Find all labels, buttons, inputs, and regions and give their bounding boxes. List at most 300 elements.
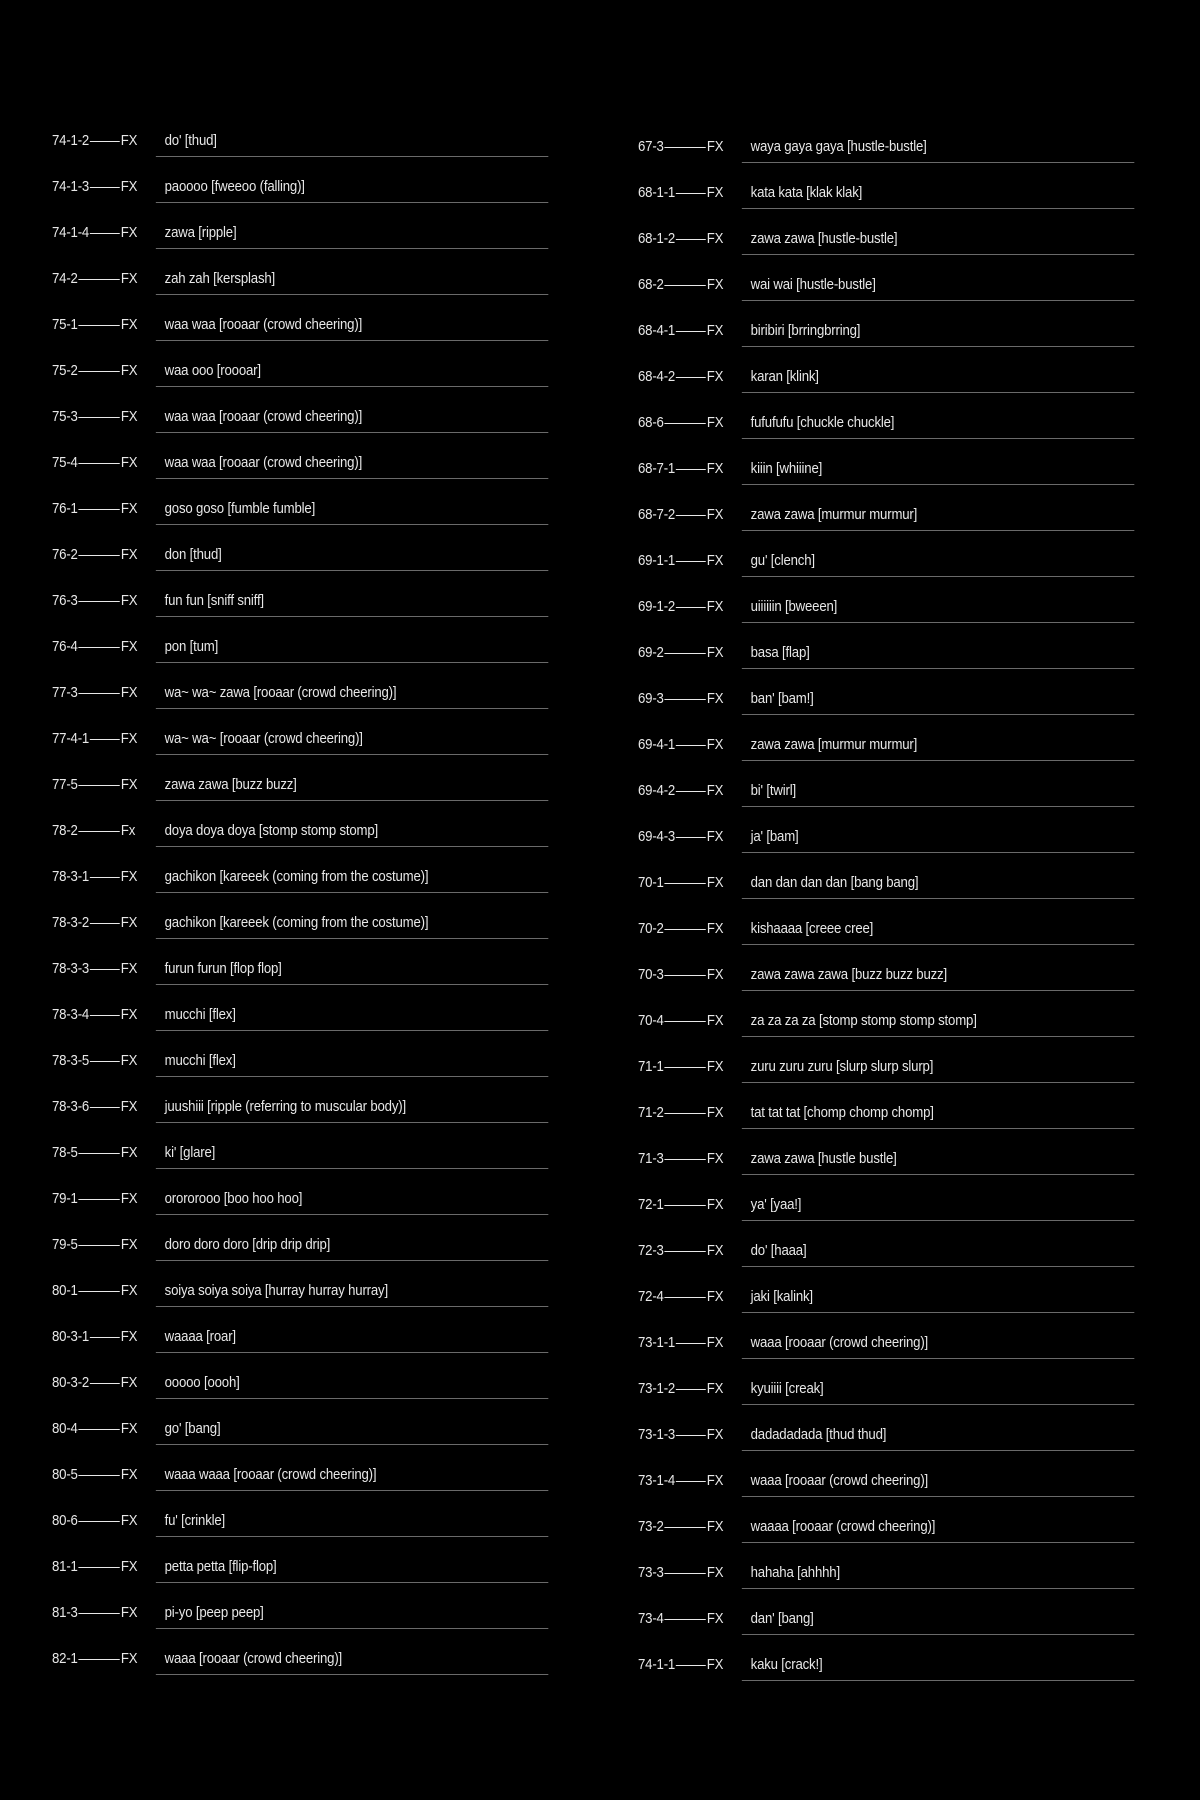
fx-entry xyxy=(52,546,552,592)
leader-dash xyxy=(676,469,706,470)
underline-rule xyxy=(742,1496,1134,1497)
fx-entry xyxy=(638,1012,1138,1058)
fx-label: FX xyxy=(706,460,724,477)
fx-label: FX xyxy=(706,1196,724,1213)
leader-dash xyxy=(676,193,706,194)
page-panel-ref: 69-4-2 xyxy=(638,782,676,799)
fx-entry xyxy=(638,460,1138,506)
leader-dash xyxy=(79,1429,120,1430)
fx-translation: kyuiiii [creak] xyxy=(750,1380,824,1397)
fx-entry xyxy=(638,598,1138,644)
fx-label: FX xyxy=(706,1472,724,1489)
leader-dash xyxy=(79,647,120,648)
page-panel-ref: 77-3 xyxy=(52,684,78,701)
leader-dash xyxy=(90,233,120,234)
leader-dash xyxy=(79,785,120,786)
underline-rule xyxy=(156,432,548,433)
fx-translation: wai wai [hustle-bustle] xyxy=(750,276,876,293)
fx-entry xyxy=(638,736,1138,782)
fx-translation: waa waa [rooaar (crowd cheering)] xyxy=(164,454,363,471)
fx-translation: kata kata [klak klak] xyxy=(750,184,863,201)
leader-dash xyxy=(665,1205,706,1206)
fx-label: FX xyxy=(120,1098,138,1115)
page-panel-ref: 69-4-3 xyxy=(638,828,676,845)
underline-rule xyxy=(156,1030,548,1031)
page-panel-ref: 73-1-4 xyxy=(638,1472,676,1489)
fx-translation: ooooo [oooh] xyxy=(164,1374,240,1391)
fx-label: FX xyxy=(120,1466,138,1483)
fx-entry xyxy=(52,270,552,316)
page-panel-ref: 78-3-6 xyxy=(52,1098,90,1115)
page-panel-ref: 78-2 xyxy=(52,822,78,839)
fx-entry xyxy=(52,1558,552,1604)
fx-translation: waa ooo [roooar] xyxy=(164,362,261,379)
leader-dash xyxy=(665,1021,706,1022)
fx-translation: basa [flap] xyxy=(750,644,810,661)
fx-label: FX xyxy=(706,1104,724,1121)
underline-rule xyxy=(156,662,548,663)
underline-rule xyxy=(156,1444,548,1445)
fx-label: Fx xyxy=(120,822,136,839)
fx-translation: zawa zawa [buzz buzz] xyxy=(164,776,297,793)
fx-translation: furun furun [flop flop] xyxy=(164,960,282,977)
fx-translation: kishaaaa [creee cree] xyxy=(750,920,874,937)
underline-rule xyxy=(156,708,548,709)
underline-rule xyxy=(742,1128,1134,1129)
underline-rule xyxy=(156,1674,548,1675)
underline-rule xyxy=(742,1588,1134,1589)
underline-rule xyxy=(156,570,548,571)
fx-label: FX xyxy=(706,1012,724,1029)
fx-entry xyxy=(638,966,1138,1012)
fx-entry xyxy=(638,1656,1138,1702)
underline-rule xyxy=(742,1174,1134,1175)
fx-entry xyxy=(638,1518,1138,1564)
fx-label: FX xyxy=(120,1052,138,1069)
page-panel-ref: 76-1 xyxy=(52,500,78,517)
underline-rule xyxy=(156,1260,548,1261)
fx-translation: biribiri [brringbrring] xyxy=(750,322,861,339)
leader-dash xyxy=(90,187,120,188)
fx-label: FX xyxy=(706,874,724,891)
fx-entry xyxy=(638,184,1138,230)
leader-dash xyxy=(676,607,706,608)
fx-entry xyxy=(638,828,1138,874)
underline-rule xyxy=(742,1634,1134,1635)
fx-entry xyxy=(638,644,1138,690)
leader-dash xyxy=(665,1573,706,1574)
fx-label: FX xyxy=(706,1058,724,1075)
leader-dash xyxy=(79,555,120,556)
leader-dash xyxy=(676,1435,706,1436)
fx-translation: waa waa [rooaar (crowd cheering)] xyxy=(164,316,363,333)
page-panel-ref: 80-5 xyxy=(52,1466,78,1483)
leader-dash xyxy=(665,1159,706,1160)
leader-dash xyxy=(79,1613,120,1614)
fx-translation: juushiii [ripple (referring to muscular body)] xyxy=(164,1098,406,1115)
leader-dash xyxy=(79,693,120,694)
fx-entry xyxy=(52,684,552,730)
fx-label: FX xyxy=(120,362,138,379)
leader-dash xyxy=(676,1665,706,1666)
fx-label: FX xyxy=(706,184,724,201)
fx-translation: gachikon [kareeek (coming from the costume)] xyxy=(164,914,429,931)
fx-translation: hahaha [ahhhh] xyxy=(750,1564,840,1581)
fx-translation: waaa waaa [rooaar (crowd cheering)] xyxy=(164,1466,377,1483)
fx-label: FX xyxy=(120,730,138,747)
fx-label: FX xyxy=(706,828,724,845)
page-panel-ref: 80-3-1 xyxy=(52,1328,90,1345)
fx-label: FX xyxy=(706,1426,724,1443)
page-panel-ref: 74-1-2 xyxy=(52,132,90,149)
underline-rule xyxy=(156,156,548,157)
page-panel-ref: 77-5 xyxy=(52,776,78,793)
fx-translation: zah zah [kersplash] xyxy=(164,270,276,287)
fx-label: FX xyxy=(120,500,138,517)
fx-label: FX xyxy=(706,138,724,155)
fx-entry xyxy=(638,552,1138,598)
fx-translation: dan' [bang] xyxy=(750,1610,814,1627)
fx-entry xyxy=(52,224,552,270)
page-panel-ref: 71-3 xyxy=(638,1150,664,1167)
underline-rule xyxy=(742,162,1134,163)
underline-rule xyxy=(742,1680,1134,1681)
page-panel-ref: 76-2 xyxy=(52,546,78,563)
fx-label: FX xyxy=(120,1236,138,1253)
underline-rule xyxy=(156,340,548,341)
fx-entry xyxy=(52,316,552,362)
underline-rule xyxy=(156,1490,548,1491)
underline-rule xyxy=(156,248,548,249)
fx-translation: pi-yo [peep peep] xyxy=(164,1604,264,1621)
leader-dash xyxy=(676,515,706,516)
fx-translation: zawa zawa [hustle-bustle] xyxy=(750,230,898,247)
page-panel-ref: 74-1-1 xyxy=(638,1656,676,1673)
fx-label: FX xyxy=(120,1282,138,1299)
leader-dash xyxy=(676,837,706,838)
page-panel-ref: 69-2 xyxy=(638,644,664,661)
leader-dash xyxy=(90,969,120,970)
page-panel-ref: 74-1-4 xyxy=(52,224,90,241)
page-panel-ref: 78-5 xyxy=(52,1144,78,1161)
page-panel-ref: 74-2 xyxy=(52,270,78,287)
leader-dash xyxy=(90,923,120,924)
page-panel-ref: 68-2 xyxy=(638,276,664,293)
fx-entry xyxy=(638,368,1138,414)
page-panel-ref: 75-1 xyxy=(52,316,78,333)
page-panel-ref: 79-5 xyxy=(52,1236,78,1253)
page-panel-ref: 68-1-2 xyxy=(638,230,676,247)
leader-dash xyxy=(665,1113,706,1114)
fx-translation: fun fun [sniff sniff] xyxy=(164,592,264,609)
fx-label: FX xyxy=(120,868,138,885)
fx-label: FX xyxy=(706,920,724,937)
underline-rule xyxy=(742,300,1134,301)
page-panel-ref: 73-1-2 xyxy=(638,1380,676,1397)
page-panel-ref: 75-3 xyxy=(52,408,78,425)
underline-rule xyxy=(156,202,548,203)
leader-dash xyxy=(90,1383,120,1384)
fx-label: FX xyxy=(706,690,724,707)
underline-rule xyxy=(742,990,1134,991)
page-panel-ref: 70-3 xyxy=(638,966,664,983)
leader-dash xyxy=(79,325,120,326)
fx-entry xyxy=(638,1564,1138,1610)
fx-translation: waaaa [rooaar (crowd cheering)] xyxy=(750,1518,936,1535)
fx-label: FX xyxy=(120,316,138,333)
fx-translation: gu' [clench] xyxy=(750,552,815,569)
fx-entry xyxy=(52,1098,552,1144)
leader-dash xyxy=(90,877,120,878)
leader-dash xyxy=(676,377,706,378)
page-panel-ref: 70-2 xyxy=(638,920,664,937)
fx-translation: doya doya doya [stomp stomp stomp] xyxy=(164,822,379,839)
fx-entry xyxy=(638,920,1138,966)
fx-entry xyxy=(638,690,1138,736)
page-panel-ref: 71-1 xyxy=(638,1058,664,1075)
underline-rule xyxy=(156,386,548,387)
page-panel-ref: 78-3-1 xyxy=(52,868,90,885)
fx-translation: kaku [crack!] xyxy=(750,1656,823,1673)
fx-entry xyxy=(52,960,552,1006)
fx-entry xyxy=(52,1006,552,1052)
fx-label: FX xyxy=(120,1328,138,1345)
fx-entry xyxy=(52,1466,552,1512)
fx-entry xyxy=(638,1334,1138,1380)
page-panel-ref: 73-2 xyxy=(638,1518,664,1535)
fx-translation: waa waa [rooaar (crowd cheering)] xyxy=(164,408,363,425)
fx-entry xyxy=(638,1242,1138,1288)
underline-rule xyxy=(742,1220,1134,1221)
underline-rule xyxy=(742,1450,1134,1451)
fx-label: FX xyxy=(120,132,138,149)
page-panel-ref: 69-1-1 xyxy=(638,552,676,569)
fx-entry xyxy=(52,1650,552,1696)
fx-translation: fu' [crinkle] xyxy=(164,1512,226,1529)
page-panel-ref: 69-1-2 xyxy=(638,598,676,615)
page-panel-ref: 73-3 xyxy=(638,1564,664,1581)
fx-translation: fufufufu [chuckle chuckle] xyxy=(750,414,895,431)
fx-entry xyxy=(638,874,1138,920)
leader-dash xyxy=(79,279,120,280)
fx-translation: waaa [rooaar (crowd cheering)] xyxy=(750,1334,929,1351)
fx-entry xyxy=(638,1426,1138,1472)
page-panel-ref: 74-1-3 xyxy=(52,178,90,195)
fx-label: FX xyxy=(120,454,138,471)
leader-dash xyxy=(665,1297,706,1298)
fx-label: FX xyxy=(120,1374,138,1391)
fx-entry xyxy=(52,362,552,408)
fx-translation: don [thud] xyxy=(164,546,222,563)
underline-rule xyxy=(742,1266,1134,1267)
fx-label: FX xyxy=(120,1420,138,1437)
fx-translation: mucchi [flex] xyxy=(164,1006,236,1023)
fx-label: FX xyxy=(706,1656,724,1673)
fx-translation: petta petta [flip-flop] xyxy=(164,1558,277,1575)
fx-entry xyxy=(52,776,552,822)
fx-translation: tat tat tat [chomp chomp chomp] xyxy=(750,1104,934,1121)
page-panel-ref: 80-4 xyxy=(52,1420,78,1437)
fx-label: FX xyxy=(706,1242,724,1259)
fx-translation: zawa zawa [murmur murmur] xyxy=(750,506,918,523)
underline-rule xyxy=(742,852,1134,853)
leader-dash xyxy=(665,975,706,976)
leader-dash xyxy=(79,463,120,464)
underline-rule xyxy=(156,1214,548,1215)
underline-rule xyxy=(742,1542,1134,1543)
fx-translation: kiiin [whiiine] xyxy=(750,460,823,477)
underline-rule xyxy=(742,530,1134,531)
fx-label: FX xyxy=(120,1558,138,1575)
fx-entry xyxy=(52,1374,552,1420)
fx-translation: ya' [yaa!] xyxy=(750,1196,802,1213)
fx-translation: gachikon [kareeek (coming from the costume)] xyxy=(164,868,429,885)
fx-label: FX xyxy=(706,552,724,569)
fx-entry xyxy=(638,1288,1138,1334)
page-panel-ref: 70-4 xyxy=(638,1012,664,1029)
page-panel-ref: 68-6 xyxy=(638,414,664,431)
fx-entry xyxy=(52,638,552,684)
leader-dash xyxy=(665,929,706,930)
leader-dash xyxy=(665,285,706,286)
underline-rule xyxy=(742,1082,1134,1083)
fx-entry xyxy=(52,1144,552,1190)
underline-rule xyxy=(156,846,548,847)
page-panel-ref: 79-1 xyxy=(52,1190,78,1207)
page-panel-ref: 80-3-2 xyxy=(52,1374,90,1391)
fx-entry xyxy=(638,276,1138,322)
leader-dash xyxy=(79,509,120,510)
fx-label: FX xyxy=(706,598,724,615)
fx-entry xyxy=(52,178,552,224)
underline-rule xyxy=(156,478,548,479)
underline-rule xyxy=(156,616,548,617)
fx-entry xyxy=(638,782,1138,828)
fx-label: FX xyxy=(120,638,138,655)
underline-rule xyxy=(742,1404,1134,1405)
leader-dash xyxy=(90,1061,120,1062)
fx-translation: jaki [kalink] xyxy=(750,1288,813,1305)
fx-translation: zawa zawa [murmur murmur] xyxy=(750,736,918,753)
underline-rule xyxy=(742,944,1134,945)
page-panel-ref: 68-7-2 xyxy=(638,506,676,523)
leader-dash xyxy=(79,831,120,832)
fx-entry xyxy=(52,1604,552,1650)
page-panel-ref: 80-6 xyxy=(52,1512,78,1529)
page-panel-ref: 82-1 xyxy=(52,1650,78,1667)
fx-translation: zawa [ripple] xyxy=(164,224,237,241)
page-panel-ref: 80-1 xyxy=(52,1282,78,1299)
leader-dash xyxy=(90,1015,120,1016)
leader-dash xyxy=(90,739,120,740)
fx-label: FX xyxy=(706,414,724,431)
fx-entry xyxy=(52,1190,552,1236)
fx-translation: zawa zawa [hustle bustle] xyxy=(750,1150,897,1167)
fx-label: FX xyxy=(706,1288,724,1305)
underline-rule xyxy=(742,346,1134,347)
page-panel-ref: 75-4 xyxy=(52,454,78,471)
underline-rule xyxy=(156,1076,548,1077)
leader-dash xyxy=(79,1199,120,1200)
fx-label: FX xyxy=(120,178,138,195)
leader-dash xyxy=(676,745,706,746)
fx-entry xyxy=(52,914,552,960)
underline-rule xyxy=(742,392,1134,393)
page-panel-ref: 78-3-3 xyxy=(52,960,90,977)
fx-entry xyxy=(638,1058,1138,1104)
fx-label: FX xyxy=(120,592,138,609)
underline-rule xyxy=(742,1358,1134,1359)
leader-dash xyxy=(79,1153,120,1154)
fx-translation: doro doro doro [drip drip drip] xyxy=(164,1236,331,1253)
fx-translation: ki' [glare] xyxy=(164,1144,216,1161)
leader-dash xyxy=(90,141,120,142)
leader-dash xyxy=(665,653,706,654)
leader-dash xyxy=(665,883,706,884)
fx-entry xyxy=(638,1196,1138,1242)
fx-translation: waaaa [roar] xyxy=(164,1328,236,1345)
fx-entry xyxy=(52,868,552,914)
underline-rule xyxy=(156,800,548,801)
fx-entry xyxy=(52,500,552,546)
fx-label: FX xyxy=(706,1518,724,1535)
fx-translation: do' [thud] xyxy=(164,132,217,149)
fx-translation: zuru zuru zuru [slurp slurp slurp] xyxy=(750,1058,934,1075)
fx-entry xyxy=(638,1610,1138,1656)
fx-translation: bi' [twirl] xyxy=(750,782,796,799)
fx-translation: pon [tum] xyxy=(164,638,219,655)
fx-label: FX xyxy=(706,736,724,753)
fx-entry xyxy=(638,1104,1138,1150)
leader-dash xyxy=(676,239,706,240)
page-panel-ref: 68-4-1 xyxy=(638,322,676,339)
leader-dash xyxy=(676,561,706,562)
fx-label: FX xyxy=(120,1190,138,1207)
underline-rule xyxy=(742,668,1134,669)
leader-dash xyxy=(79,1245,120,1246)
fx-label: FX xyxy=(120,776,138,793)
fx-entry xyxy=(638,230,1138,276)
fx-translation: wa~ wa~ zawa [rooaar (crowd cheering)] xyxy=(164,684,397,701)
fx-label: FX xyxy=(120,1512,138,1529)
leader-dash xyxy=(79,1567,120,1568)
fx-translation: uiiiiiin [bweeen] xyxy=(750,598,838,615)
right-column xyxy=(638,138,1138,1702)
page-panel-ref: 78-3-5 xyxy=(52,1052,90,1069)
underline-rule xyxy=(156,1352,548,1353)
underline-rule xyxy=(156,1536,548,1537)
leader-dash xyxy=(665,1067,706,1068)
left-column xyxy=(52,132,552,1696)
underline-rule xyxy=(156,1628,548,1629)
fx-entry xyxy=(52,1420,552,1466)
page-panel-ref: 72-1 xyxy=(638,1196,664,1213)
leader-dash xyxy=(676,1389,706,1390)
leader-dash xyxy=(79,417,120,418)
leader-dash xyxy=(665,1251,706,1252)
fx-translation: paoooo [fweeoo (falling)] xyxy=(164,178,305,195)
fx-translation: do' [haaa] xyxy=(750,1242,807,1259)
leader-dash xyxy=(79,1291,120,1292)
leader-dash xyxy=(79,1521,120,1522)
fx-entry xyxy=(52,592,552,638)
fx-translation: dadadadada [thud thud] xyxy=(750,1426,887,1443)
underline-rule xyxy=(156,1398,548,1399)
leader-dash xyxy=(79,1659,120,1660)
fx-translation: go' [bang] xyxy=(164,1420,221,1437)
page-panel-ref: 76-3 xyxy=(52,592,78,609)
underline-rule xyxy=(742,208,1134,209)
